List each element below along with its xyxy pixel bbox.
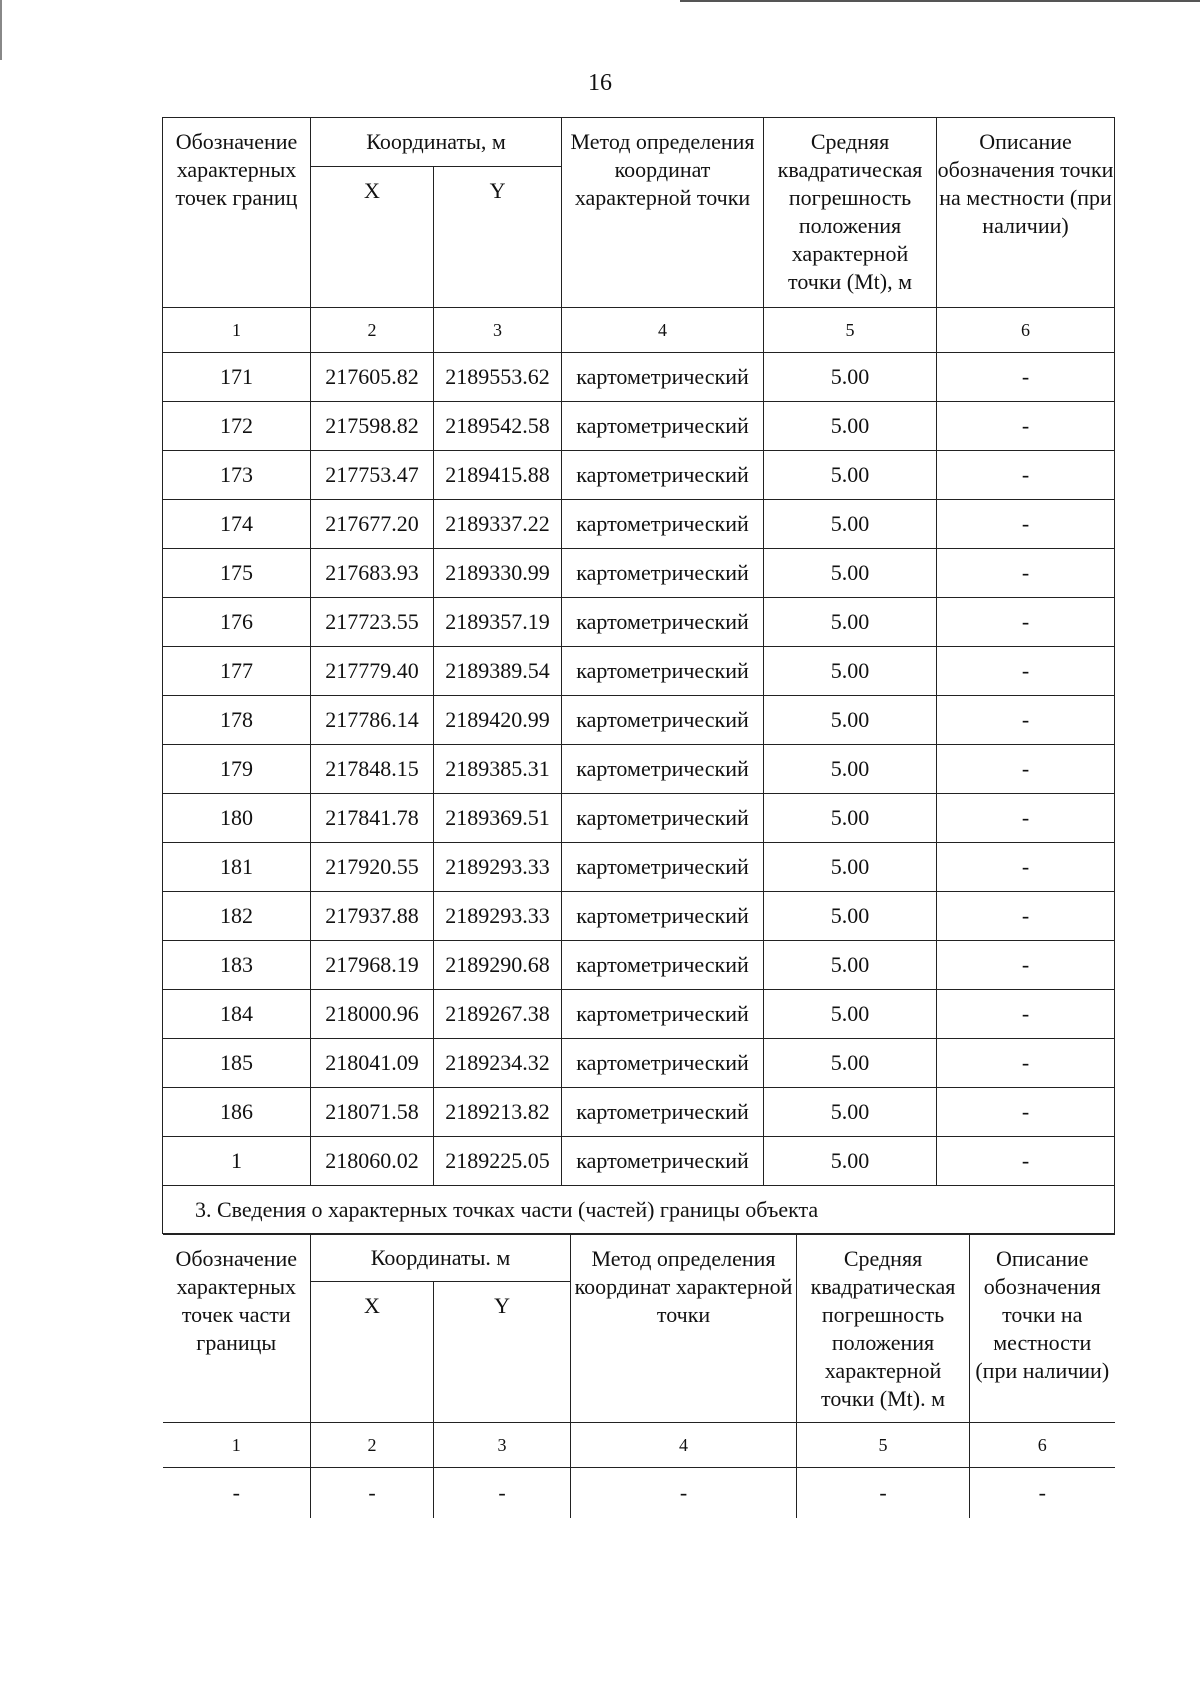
cell-method: картометрический	[562, 647, 764, 696]
header-error: Средняя квадратическая погрешность положения характерной точки (Mt), м	[764, 118, 937, 308]
cell-description: -	[937, 843, 1115, 892]
cell-error: 5.00	[764, 990, 937, 1039]
cell-method: картометрический	[562, 1039, 764, 1088]
cell-x: 217723.55	[311, 598, 434, 647]
sub-header-error: Средняя квадратическая погрешность положения характерной точки (Mt). м	[797, 1235, 970, 1423]
cell-description: -	[970, 1468, 1115, 1519]
table-row	[163, 598, 1115, 647]
cell-point: 176	[163, 598, 311, 647]
cell-error: 5.00	[764, 696, 937, 745]
left-edge-mark	[0, 0, 2, 60]
cell-method: картометрический	[562, 843, 764, 892]
cell-method: картометрический	[562, 451, 764, 500]
cell-y: 2189389.54	[434, 647, 562, 696]
cell-method: картометрический	[562, 794, 764, 843]
table-row	[163, 990, 1115, 1039]
sub-header-x: X	[311, 1282, 434, 1423]
cell-description: -	[937, 941, 1115, 990]
cell-point: 172	[163, 402, 311, 451]
cell-error: 5.00	[764, 1039, 937, 1088]
cell-error: 5.00	[764, 402, 937, 451]
table-row	[163, 353, 1115, 402]
cell-method: картометрический	[562, 549, 764, 598]
cell-description: -	[937, 990, 1115, 1039]
part-boundary-points-table	[163, 1234, 1115, 1518]
cell-x: -	[311, 1468, 434, 1519]
column-number: 1	[163, 1423, 311, 1468]
cell-description: -	[937, 500, 1115, 549]
cell-point: 180	[163, 794, 311, 843]
header-y: Y	[434, 167, 562, 308]
cell-description: -	[937, 892, 1115, 941]
cell-y: 2189337.22	[434, 500, 562, 549]
cell-x: 218000.96	[311, 990, 434, 1039]
cell-x: 217753.47	[311, 451, 434, 500]
table-row	[163, 843, 1115, 892]
table-row	[163, 745, 1115, 794]
cell-method: картометрический	[562, 1137, 764, 1186]
table-row	[163, 892, 1115, 941]
cell-description: -	[937, 1039, 1115, 1088]
sub-header-designation: Обозначение характерных точек части границы	[163, 1235, 311, 1423]
header-coordinates: Координаты, м	[311, 118, 562, 167]
cell-y: 2189267.38	[434, 990, 562, 1039]
cell-point: 179	[163, 745, 311, 794]
cell-description: -	[937, 794, 1115, 843]
cell-point: 171	[163, 353, 311, 402]
cell-error: 5.00	[764, 745, 937, 794]
cell-y: 2189357.19	[434, 598, 562, 647]
cell-description: -	[937, 1137, 1115, 1186]
cell-x: 218041.09	[311, 1039, 434, 1088]
table-row	[163, 647, 1115, 696]
cell-y: 2189225.05	[434, 1137, 562, 1186]
cell-method: картометрический	[562, 892, 764, 941]
cell-x: 217841.78	[311, 794, 434, 843]
cell-description: -	[937, 549, 1115, 598]
cell-point: 184	[163, 990, 311, 1039]
cell-error: 5.00	[764, 843, 937, 892]
table-row	[163, 451, 1115, 500]
page-number: 16	[588, 70, 612, 96]
column-number: 6	[937, 308, 1115, 353]
cell-description: -	[937, 1088, 1115, 1137]
column-number: 5	[797, 1423, 970, 1468]
table-row	[163, 794, 1115, 843]
sub-column-number-row	[163, 1423, 1115, 1468]
cell-point: 183	[163, 941, 311, 990]
cell-method: картометрический	[562, 941, 764, 990]
table-row	[163, 1468, 1115, 1519]
header-designation: Обозначение характерных точек границ	[163, 118, 311, 308]
cell-y: 2189385.31	[434, 745, 562, 794]
cell-x: 217848.15	[311, 745, 434, 794]
cell-error: 5.00	[764, 1088, 937, 1137]
cell-description: -	[937, 696, 1115, 745]
section-3-heading: 3. Сведения о характерных точках части (частей) границы объекта	[163, 1186, 1115, 1234]
cell-description: -	[937, 598, 1115, 647]
cell-error: 5.00	[764, 598, 937, 647]
cell-x: 218071.58	[311, 1088, 434, 1137]
cell-x: 217779.40	[311, 647, 434, 696]
cell-error: 5.00	[764, 451, 937, 500]
column-number: 5	[764, 308, 937, 353]
cell-error: 5.00	[764, 892, 937, 941]
column-number: 3	[434, 308, 562, 353]
top-edge-line	[680, 0, 1200, 2]
cell-y: -	[434, 1468, 571, 1519]
cell-x: 217683.93	[311, 549, 434, 598]
table-row	[163, 696, 1115, 745]
cell-description: -	[937, 647, 1115, 696]
cell-point: 175	[163, 549, 311, 598]
header-description: Описание обозначения точки на местности (при наличии)	[937, 118, 1115, 308]
cell-y: 2189415.88	[434, 451, 562, 500]
table-row	[163, 1088, 1115, 1137]
cell-y: 2189290.68	[434, 941, 562, 990]
cell-error: 5.00	[764, 941, 937, 990]
column-number: 3	[434, 1423, 571, 1468]
cell-method: картометрический	[562, 500, 764, 549]
table-row	[163, 500, 1115, 549]
cell-point: 174	[163, 500, 311, 549]
cell-y: 2189330.99	[434, 549, 562, 598]
cell-y: 2189553.62	[434, 353, 562, 402]
cell-x: 217598.82	[311, 402, 434, 451]
cell-y: 2189213.82	[434, 1088, 562, 1137]
cell-error: 5.00	[764, 500, 937, 549]
table-row	[163, 1039, 1115, 1088]
cell-x: 217937.88	[311, 892, 434, 941]
cell-point: 1	[163, 1137, 311, 1186]
cell-x: 217920.55	[311, 843, 434, 892]
cell-description: -	[937, 402, 1115, 451]
cell-description: -	[937, 745, 1115, 794]
table-row	[163, 549, 1115, 598]
sub-header-y: Y	[434, 1282, 571, 1423]
cell-point: 181	[163, 843, 311, 892]
cell-method: картометрический	[562, 598, 764, 647]
column-number: 6	[970, 1423, 1115, 1468]
cell-method: -	[571, 1468, 797, 1519]
cell-error: 5.00	[764, 549, 937, 598]
cell-error: 5.00	[764, 647, 937, 696]
cell-x: 218060.02	[311, 1137, 434, 1186]
column-number: 4	[571, 1423, 797, 1468]
sub-header-coordinates: Координаты. м	[311, 1235, 571, 1282]
cell-point: 178	[163, 696, 311, 745]
header-x: X	[311, 167, 434, 308]
cell-error: 5.00	[764, 353, 937, 402]
cell-description: -	[937, 353, 1115, 402]
column-number: 2	[311, 1423, 434, 1468]
cell-method: картометрический	[562, 696, 764, 745]
column-number-row	[163, 308, 1115, 353]
cell-error: -	[797, 1468, 970, 1519]
cell-point: 185	[163, 1039, 311, 1088]
header-method: Метод определения координат характерной точки	[562, 118, 764, 308]
cell-x: 217786.14	[311, 696, 434, 745]
cell-x: 217968.19	[311, 941, 434, 990]
cell-x: 217605.82	[311, 353, 434, 402]
cell-y: 2189293.33	[434, 892, 562, 941]
cell-y: 2189542.58	[434, 402, 562, 451]
cell-x: 217677.20	[311, 500, 434, 549]
cell-method: картометрический	[562, 353, 764, 402]
column-number: 1	[163, 308, 311, 353]
table-row	[163, 941, 1115, 990]
cell-method: картометрический	[562, 990, 764, 1039]
cell-point: -	[163, 1468, 311, 1519]
cell-description: -	[937, 451, 1115, 500]
cell-y: 2189293.33	[434, 843, 562, 892]
cell-y: 2189369.51	[434, 794, 562, 843]
cell-point: 186	[163, 1088, 311, 1137]
cell-error: 5.00	[764, 794, 937, 843]
cell-y: 2189234.32	[434, 1039, 562, 1088]
table-row	[163, 1137, 1115, 1186]
column-number: 2	[311, 308, 434, 353]
table-row	[163, 402, 1115, 451]
cell-point: 173	[163, 451, 311, 500]
boundary-points-table	[162, 117, 1115, 1518]
cell-method: картометрический	[562, 1088, 764, 1137]
sub-header-description: Описание обозначения точки на местности (при наличии)	[970, 1235, 1115, 1423]
cell-point: 177	[163, 647, 311, 696]
cell-method: картометрический	[562, 402, 764, 451]
cell-method: картометрический	[562, 745, 764, 794]
cell-y: 2189420.99	[434, 696, 562, 745]
cell-error: 5.00	[764, 1137, 937, 1186]
cell-point: 182	[163, 892, 311, 941]
sub-header-method: Метод определения координат характерной точки	[571, 1235, 797, 1423]
column-number: 4	[562, 308, 764, 353]
